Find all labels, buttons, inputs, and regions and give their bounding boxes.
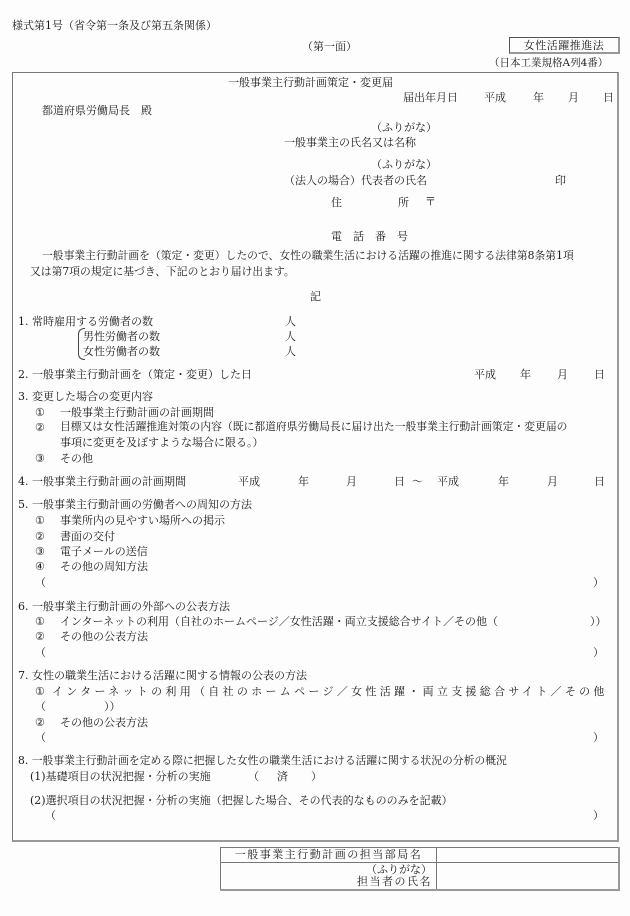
period-to-era: 平成: [437, 475, 459, 488]
contact-row-department: [221, 848, 620, 863]
period-from-day[interactable]: 日: [394, 475, 405, 488]
submission-date-day[interactable]: 日: [603, 91, 614, 104]
section-5-other-close-paren: ）: [593, 576, 604, 589]
male-count-unit[interactable]: 人: [285, 330, 296, 343]
phone-label: 電 話 番 号: [331, 230, 408, 243]
section-8-sub2-open-paren: （: [45, 809, 56, 822]
addressee: 都道府県労働局長 殿: [42, 104, 152, 117]
rep-name-label: （法人の場合）代表者の氏名: [284, 174, 427, 187]
section-5-item-2-num[interactable]: ②: [35, 530, 45, 543]
person-furigana-label: （ふりがな）: [366, 862, 432, 876]
submission-date-era: 平成: [484, 91, 506, 104]
department-input[interactable]: [437, 848, 620, 863]
section-3-item-3-text: その他: [60, 452, 93, 465]
section-3-item-2-text: 目標又は女性活躍推進対策の内容（既に都道府県労働局長に届け出た一般事業主行動計画策定・変更届の: [60, 420, 568, 433]
period-to-year[interactable]: 年: [498, 475, 509, 488]
form-number: 様式第1号（省令第一条及び第五条関係）: [12, 19, 217, 32]
section-1-unit[interactable]: 人: [285, 315, 296, 328]
section-7-item-1-num[interactable]: ①: [35, 685, 45, 698]
section-7-other-input[interactable]: [53, 730, 593, 744]
section-3-item-2-num[interactable]: ②: [35, 421, 45, 434]
section-5-item-1-num[interactable]: ①: [35, 514, 45, 527]
employer-furigana-label: （ふりがな）: [371, 121, 437, 134]
address-label-part1: 住: [331, 196, 342, 209]
address-label-part2: 所: [398, 196, 409, 209]
section-5-item-1-text: 事業所内の見やすい場所への掲示: [60, 514, 225, 527]
section-3-item-3-num[interactable]: ③: [35, 452, 45, 465]
section-5-other-input[interactable]: [53, 575, 593, 589]
person-input[interactable]: [437, 863, 620, 890]
ki-heading: 記: [310, 290, 321, 303]
employer-name-label: 一般事業主の氏名又は名称: [284, 136, 416, 149]
section-3-title: 3. 変更した場合の変更内容: [18, 390, 153, 403]
section-8-sub2-label: (2)選択項目の状況把握・分析の実施（把握した場合、その代表的なもののみを記載）: [30, 794, 453, 807]
statement-line-2: 又は第7項の規定に基づき、下記のとおり届け出ます。: [30, 265, 295, 278]
period-from-month[interactable]: 月: [346, 475, 357, 488]
law-badge: 女性活躍推進法: [509, 37, 620, 54]
submission-date-year[interactable]: 年: [533, 91, 544, 104]
section-5-item-4-num[interactable]: ④: [35, 560, 45, 573]
section-6-item-1-text: インターネットの利用（自社のホームページ／女性活躍・両立支援総合サイト／その他（: [60, 615, 499, 628]
section-2-month[interactable]: 月: [557, 368, 568, 381]
male-count-label: 男性労働者の数: [83, 330, 160, 343]
section-6-item-1-num[interactable]: ①: [35, 615, 45, 628]
section-6-item-1-close: ））: [590, 615, 607, 628]
female-count-unit[interactable]: 人: [285, 345, 296, 358]
section-8-sub2-close-paren: ）: [593, 809, 604, 822]
section-7-item-1-cont-close: ））: [104, 700, 121, 713]
seal-mark: 印: [555, 174, 566, 187]
section-5-item-3-text: 電子メールの送信: [60, 545, 148, 558]
period-to-day[interactable]: 日: [594, 475, 605, 488]
section-5-item-3-num[interactable]: ③: [35, 545, 45, 558]
section-6-other-close-paren: ）: [593, 646, 604, 659]
section-4-title: 4. 一般事業主行動計画の計画期間: [18, 475, 186, 488]
section-5-title: 5. 一般事業主行動計画の労働者への周知の方法: [18, 498, 252, 511]
section-6-title: 6. 一般事業主行動計画の外部への公表方法: [18, 600, 230, 613]
section-2-era: 平成: [474, 368, 496, 381]
section-7-title: 7. 女性の職業生活における活躍に関する情報の公表の方法: [18, 669, 307, 682]
section-6-other-open-paren: （: [35, 646, 46, 659]
period-from-era: 平成: [238, 475, 260, 488]
section-5-item-4-text: その他の周知方法: [60, 560, 148, 573]
section-8-sub1-label: (1)基礎項目の状況把握・分析の実施: [30, 770, 211, 783]
period-to-month[interactable]: 月: [547, 475, 558, 488]
paper-size-note: （日本工業規格A列4番）: [489, 57, 609, 69]
section-2-day[interactable]: 日: [594, 368, 605, 381]
department-label: 一般事業主行動計画の担当部局名: [221, 848, 437, 863]
section-8-sub2-input[interactable]: [60, 808, 593, 822]
section-8-sub1-open-paren: （: [248, 770, 259, 783]
section-2-year[interactable]: 年: [520, 368, 531, 381]
section-8-title: 8. 一般事業主行動計画を定める際に把握した女性の職業生活における活躍に関する状況の分析の概況: [18, 754, 507, 767]
person-label-cell: [221, 863, 437, 890]
section-6-item-2-num[interactable]: ②: [35, 630, 45, 643]
form-title: 一般事業主行動計画策定・変更届: [228, 76, 393, 89]
section-3-item-1-num[interactable]: ①: [35, 406, 45, 419]
section-2-title: 2. 一般事業主行動計画を（策定・変更）した日: [18, 368, 252, 381]
section-6-other-input[interactable]: [53, 645, 593, 659]
section-5-other-open-paren: （: [35, 576, 46, 589]
contact-row-person: [221, 863, 620, 890]
section-8-sub1-close-paren: ）: [311, 770, 322, 783]
section-7-item-2-num[interactable]: ②: [35, 716, 45, 729]
period-from-year[interactable]: 年: [298, 475, 309, 488]
section-3-item-2-text-cont: 事項に変更を及ぼすような場合に限る。）: [60, 436, 264, 449]
section-1-title: 1. 常時雇用する労働者の数: [18, 315, 153, 328]
submission-date-label: 届出年月日: [403, 91, 458, 104]
section-7-other-close-paren: ）: [593, 731, 604, 744]
period-tilde: ～: [412, 475, 423, 488]
female-count-label: 女性労働者の数: [83, 345, 160, 358]
postal-mark-icon: 〒: [425, 195, 436, 208]
section-6-item-2-text: その他の公表方法: [60, 630, 148, 643]
section-7-item-2-text: その他の公表方法: [60, 716, 148, 729]
page-label: （第一面）: [302, 40, 357, 53]
contact-person-table: [220, 847, 620, 891]
section-5-item-2-text: 書面の交付: [60, 530, 115, 543]
person-name-label: 担当者の氏名: [357, 874, 432, 888]
section-7-other-open-paren: （: [35, 731, 46, 744]
statement-line-1: 一般事業主行動計画を（策定・変更）したので、女性の職業生活における活躍の推進に関する法律第8条第1項: [42, 249, 574, 262]
rep-furigana-label: （ふりがな）: [371, 158, 437, 171]
section-3-item-1-text: 一般事業主行動計画の計画期間: [60, 406, 214, 419]
section-7-item-1-cont-open: （: [35, 700, 46, 713]
submission-date-month[interactable]: 月: [568, 91, 579, 104]
section-8-sub1-value[interactable]: 済: [277, 770, 288, 783]
section-7-item-1-text: インターネットの利用（自社のホームページ／女性活躍・両立支援総合サイト／その他: [52, 685, 608, 698]
